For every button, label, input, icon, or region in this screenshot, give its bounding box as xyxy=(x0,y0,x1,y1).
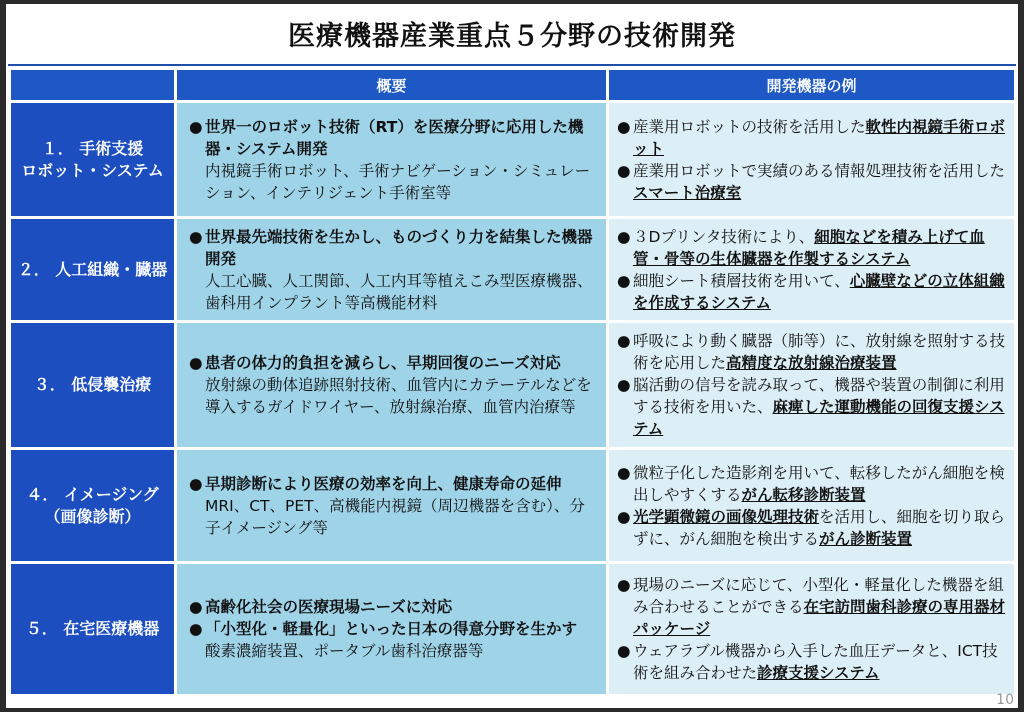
example-highlight: 高精度な放射線治療装置 xyxy=(726,354,897,373)
overview-bullet xyxy=(189,473,598,495)
example-item xyxy=(617,462,1008,506)
header-row xyxy=(10,69,1016,102)
overview-cell xyxy=(176,448,608,562)
overview-details: MRI、CT、PET、高機能内視鏡（周辺機器を含む）、分子イメージング等 xyxy=(205,496,585,537)
example-text xyxy=(633,506,1008,550)
category-label: ５． 在宅医療機器 xyxy=(25,619,160,639)
overview-details: 酸素濃縮装置、ポータブル歯科治療器等 xyxy=(205,642,484,661)
overview-cell xyxy=(176,102,608,218)
category-label: ロボット・システム xyxy=(21,160,164,180)
page-number: 10 xyxy=(996,692,1014,708)
example-item xyxy=(617,116,1008,160)
examples-cell xyxy=(608,322,1016,449)
table-row xyxy=(10,218,1016,322)
example-text xyxy=(633,640,1008,684)
overview-cell xyxy=(176,322,608,449)
example-item xyxy=(617,330,1008,374)
example-pre: 現場のニーズに応じて、小型化・軽量化した機器を組み合わせることができる xyxy=(633,576,1004,617)
example-item xyxy=(617,160,1008,204)
overview-bullet xyxy=(189,596,598,618)
examples-cell xyxy=(608,218,1016,322)
example-pre: 細胞シート積層技術を用いて、 xyxy=(633,271,850,290)
overview-cell xyxy=(176,563,608,696)
category-cell xyxy=(10,102,176,218)
example-highlight: 細胞などを積み上げて血管・骨等の生体臓器を作製するシステム xyxy=(633,227,985,268)
bullet-icon: ● xyxy=(617,642,631,661)
bullet-icon: ● xyxy=(617,332,631,351)
category-label: ４． イメージング xyxy=(26,484,159,504)
example-item xyxy=(617,574,1008,640)
overview-details: 人工心臓、人工関節、人工内耳等植えこみ型医療機器、歯科用インプラント等高機能材料 xyxy=(205,271,593,312)
bullet-icon: ● xyxy=(189,474,203,493)
example-highlight: 在宅訪問歯科診療の専用器材パッケージ xyxy=(633,598,1006,639)
slide xyxy=(6,4,1018,708)
bullet-icon: ● xyxy=(189,620,203,639)
example-text xyxy=(633,270,1008,314)
examples-cell xyxy=(608,102,1016,218)
category-label: １． 手術支援 xyxy=(41,138,144,158)
bullet-icon: ● xyxy=(189,598,203,617)
category-cell xyxy=(10,322,176,449)
overview-cell xyxy=(176,218,608,322)
example-text xyxy=(633,330,1008,374)
example-pre: 微粒子化した造影剤を用いて、転移したがん細胞を検出しやすくする xyxy=(633,463,1005,504)
example-pre: 脳活動の信号を読み取って、機器や装置の制御に利用する技術を用いた、 xyxy=(633,376,1005,417)
bullet-icon: ● xyxy=(189,354,203,373)
example-item xyxy=(617,226,1008,270)
example-text xyxy=(633,160,1008,204)
category-label: （画像診断） xyxy=(44,506,141,526)
examples-cell xyxy=(608,563,1016,696)
bullet-icon: ● xyxy=(617,463,631,482)
example-post: を活用し、細胞を切り取らずに、がん細胞を検出する xyxy=(633,507,1006,548)
example-highlight: がん転移診断装置 xyxy=(741,485,866,504)
example-pre: 呼吸により動く臓器（肺等）に、放射線を照射する技術を応用した xyxy=(633,332,1006,373)
bullet-icon: ● xyxy=(617,507,631,526)
bullet-icon: ● xyxy=(617,161,631,180)
example-text xyxy=(633,116,1008,160)
overview-heading: 世界一のロボット技術（RT）を医療分野に応用した機器・システム開発 xyxy=(205,117,584,158)
overview-bullet xyxy=(189,226,598,270)
category-cell xyxy=(10,563,176,696)
example-text xyxy=(633,226,1008,270)
example-highlight: 心臓壁などの立体組織を作成するシステム xyxy=(633,271,1005,312)
example-highlight: 麻痺した運動機能の回復支援システム xyxy=(633,398,1005,439)
overview-heading: 世界最先端技術を生かし、ものづくり力を結集した機器開発 xyxy=(205,227,593,268)
example-highlight: がん診断装置 xyxy=(819,529,913,548)
examples-cell xyxy=(608,448,1016,562)
example-text xyxy=(633,574,1008,640)
table-row xyxy=(10,448,1016,562)
bullet-icon: ● xyxy=(189,227,203,246)
table-row xyxy=(10,563,1016,696)
example-item xyxy=(617,640,1008,684)
example-highlight: 診療支援システム xyxy=(757,664,880,683)
overview-heading: 高齢化社会の医療現場ニーズに対応 xyxy=(205,598,453,617)
bullet-icon: ● xyxy=(617,376,631,395)
bullet-icon: ● xyxy=(617,227,631,246)
bullet-icon: ● xyxy=(189,117,203,136)
tech-table xyxy=(8,67,1017,697)
example-highlight: スマート治療室 xyxy=(633,183,742,202)
example-item xyxy=(617,506,1008,550)
example-pre: 産業用ロボットで実績のある情報処理技術を活用した xyxy=(633,161,1006,180)
category-cell xyxy=(10,218,176,322)
overview-details: 放射線の動体追跡照射技術、血管内にカテーテルなどを導入するガイドワイヤー、放射線治療、血管内治療等 xyxy=(205,376,592,417)
example-highlight: 光学顕微鏡の画像処理技術 xyxy=(633,507,820,526)
header-examples: 開発機器の例 xyxy=(608,69,1016,102)
bullet-icon: ● xyxy=(617,576,631,595)
header-overview: 概要 xyxy=(176,69,608,102)
table-row xyxy=(10,322,1016,449)
table-row xyxy=(10,102,1016,218)
example-item xyxy=(617,374,1008,440)
overview-heading: 早期診断により医療の効率を向上、健康寿命の延伸 xyxy=(205,474,562,493)
example-text xyxy=(633,374,1008,440)
category-label: ３． 低侵襲治療 xyxy=(33,375,152,395)
overview-heading: 「小型化・軽量化」といった日本の得意分野を生かす xyxy=(205,620,578,639)
overview-heading: 患者の体力的負担を減らし、早期回復のニーズ対応 xyxy=(205,354,561,373)
example-text xyxy=(633,462,1008,506)
category-label: ２． 人工組織・臓器 xyxy=(17,259,168,279)
header-corner xyxy=(10,69,176,102)
example-highlight: 軟性内視鏡手術ロボット xyxy=(633,117,1006,158)
overview-bullet xyxy=(189,618,598,640)
overview-details: 内視鏡手術ロボット、手術ナビゲーション・シミュレーション、インテリジェント手術室等 xyxy=(205,161,591,202)
category-cell xyxy=(10,448,176,562)
bullet-icon: ● xyxy=(617,117,631,136)
overview-bullet xyxy=(189,352,598,374)
overview-bullet xyxy=(189,116,598,160)
bullet-icon: ● xyxy=(617,271,631,290)
page-title: 医療機器産業重点５分野の技術開発 xyxy=(288,20,736,52)
example-item xyxy=(617,270,1008,314)
example-pre: ウェアラブル機器から入手した血圧データと、ICT技術を組み合わせた xyxy=(633,642,998,683)
title-divider xyxy=(8,64,1016,66)
example-pre: 産業用ロボットの技術を活用した xyxy=(633,117,866,136)
example-pre: ３Dプリンタ技術により、 xyxy=(633,227,815,246)
